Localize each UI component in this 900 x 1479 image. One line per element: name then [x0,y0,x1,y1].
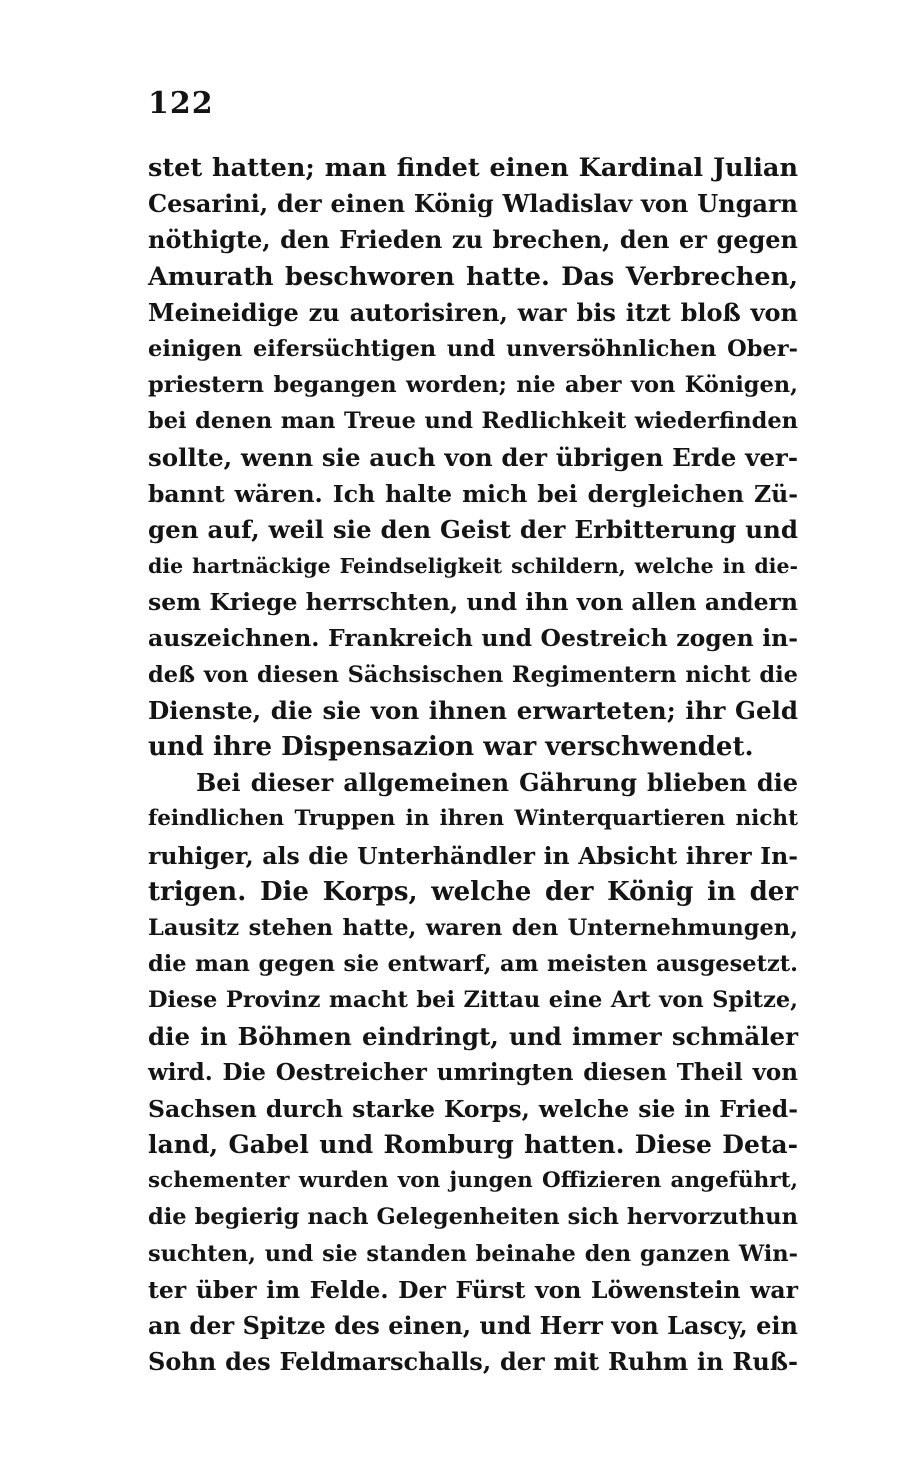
text-line: an der Spitze des einen, und Herr von Lascy, ein [148,1311,798,1340]
text-line: land, Gabel und Romburg hatten. Diese Deta- [148,1130,798,1160]
text-line: Diese Provinz macht bei Zittau eine Art von Spitze, [148,987,798,1014]
text-line: Dienste, die sie von ihnen erwarteten; ihr Geld [148,695,798,725]
text-line: die man gegen sie entwarf, am meisten ausgesetzt. [148,951,798,978]
text-line: auszeichnen. Frankreich und Oestreich zogen in- [148,624,798,653]
text-line: Cesarini, der einen König Wladislav von Ungarn [148,189,798,219]
text-line: nöthigte, den Frieden zu brechen, den er gegen [148,225,798,255]
text-line: die hartnäckige Feindseligkeit schildern, welche in die- [148,554,798,579]
text-line: ter über im Felde. Der Fürst von Löwenstein war [148,1275,798,1304]
text-line: Lausitz stehen hatte, waren den Unternehmungen, [148,914,798,941]
text-line: stet hatten; man findet einen Kardinal Julian [148,153,798,183]
text-line: Sohn des Feldmarschalls, der mit Ruhm in Ruß- [148,1347,798,1377]
text-line: die begierig nach Gelegenheiten sich hervorzuthun [148,1204,798,1231]
text-line: Amurath beschworen hatte. Das Verbrechen, [148,261,798,292]
text-line: Meineidige zu autorisiren, war bis itzt bloß von [148,297,798,327]
text-line: deß von diesen Sächsischen Regimentern nicht die [148,661,798,688]
text-line: sem Kriege herrschten, und ihn von allen andern [148,588,798,617]
text-line: suchten, und sie standen beinahe den ganzen Win- [148,1240,798,1267]
paragraph-end-line: und ihre Dispensazion war verschwendet. [148,732,754,762]
page-number: 122 [148,86,214,121]
text-line: schementer wurden von jungen Offizieren angeführt, [148,1168,798,1194]
text-line: bannt wären. Ich halte mich bei dergleichen Zü- [148,479,798,508]
text-line: die in Böhmen eindringt, und immer schmäler [148,1021,798,1051]
paragraph-start-line: Bei dieser allgemeinen Gährung blieben die [196,768,798,798]
text-line: Sachsen durch starke Korps, welche sie in Fried- [148,1094,798,1123]
text-line: trigen. Die Korps, welche der König in der [148,876,798,907]
body-text [148,150,798,1380]
text-line: gen auf, weil sie den Geist der Erbitterung und [148,514,798,544]
text-line: sollte, wenn sie auch von der übrigen Erde ver- [148,442,798,472]
text-line: wird. Die Oestreicher umringten diesen Theil von [148,1058,798,1086]
text-line: bei denen man Treue und Redlichkeit wiederfinden [148,408,798,435]
text-line: einigen eifersüchtigen und unversöhnlichen Ober- [148,335,798,362]
text-line: ruhiger, als die Unterhändler in Absicht ihrer In- [148,841,798,870]
text-line: feindlichen Truppen in ihren Winterquartieren nicht [148,806,798,832]
text-line: priestern begangen worden; nie aber von Königen, [148,372,798,399]
